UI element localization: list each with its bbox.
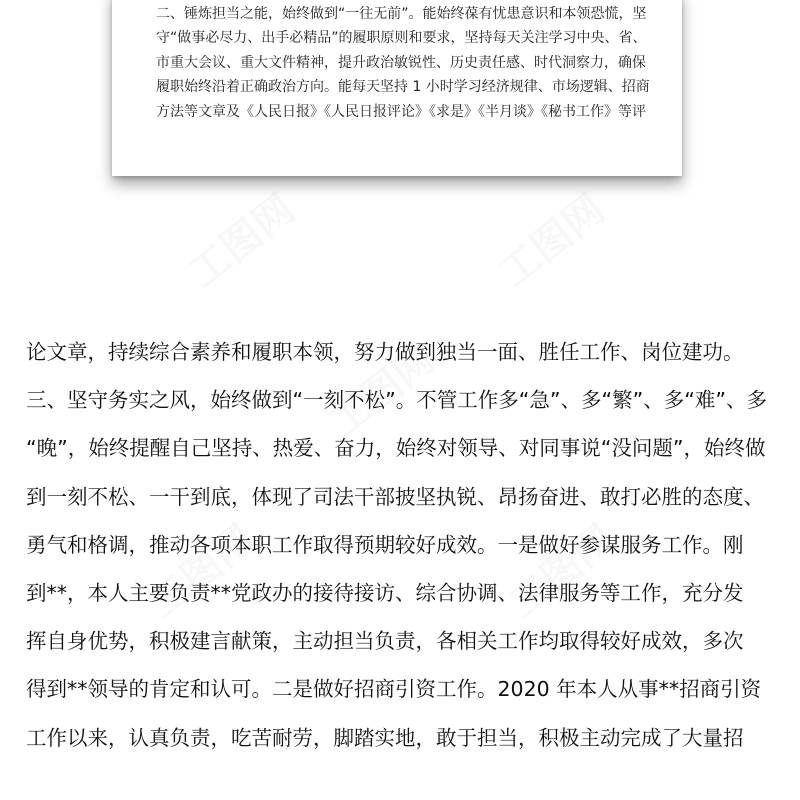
preview-line: 市重大会议、重大文件精神，提升政治敏锐性、历史责任感、时代洞察力，确保 (156, 54, 646, 71)
preview-line: 方法等文章及《人民日报》《人民日报评论》《求是》《半月谈》《秘书工作》等评 (156, 103, 646, 120)
body-line: 挥自身优势，积极建言献策，主动担当负责，各相关工作均取得较好成效，多次 (26, 629, 744, 654)
body-line: 勇气和格调，推动各项本职工作取得预期较好成效。一是做好参谋服务工作。刚 (26, 532, 744, 557)
preview-line: 二、锤炼担当之能，始终做到“一往无前”。能始终葆有忧患意识和本领恐慌，坚 (156, 6, 647, 22)
watermark: 工图网 (140, 516, 264, 627)
watermark: 工图网 (490, 186, 614, 297)
body-line: “晚”，始终提醒自己坚持、热爱、奋力，始终对领导、对同事说“没问题”，始终做 (26, 436, 766, 461)
body-paragraph (26, 328, 786, 762)
body-line: 工作以来，认真负责，吃苦耐劳，脚踏实地，敢于担当，积极主动完成了大量招 (26, 725, 744, 750)
document-preview-card (112, 0, 682, 176)
preview-paragraph (156, 2, 656, 124)
body-line: 到一刻不松、一干到底，体现了司法干部披坚执锐、昂扬奋进、敢打必胜的态度、 (26, 484, 764, 509)
body-line: 得到**领导的肯定和认可。二是做好招商引资工作。2020 年本人从事**招商引资 (26, 677, 762, 702)
watermark: 工图网 (180, 186, 304, 297)
body-line: 三、坚守务实之风，始终做到“一刻不松”。不管工作多“急”、多“繁”、多“难”、多 (26, 388, 767, 413)
preview-line: 守“做事必尽力、出手必精品”的履职原则和要求，坚持每天关注学习中央、省、 (156, 30, 647, 47)
body-line: 论文章，持续综合素养和履职本领，努力做到独当一面、胜任工作、岗位建功。 (26, 340, 744, 364)
watermark: 工图网 (500, 516, 624, 627)
body-line: 到**，本人主要负责**党政办的接待接访、综合协调、法律服务等工作，充分发 (26, 580, 744, 605)
watermark: 工图网 (320, 336, 444, 447)
preview-line: 履职始终沿着正确政治方向。能每天坚持 1 小时学习经济规律、市场逻辑、招商 (156, 79, 650, 96)
